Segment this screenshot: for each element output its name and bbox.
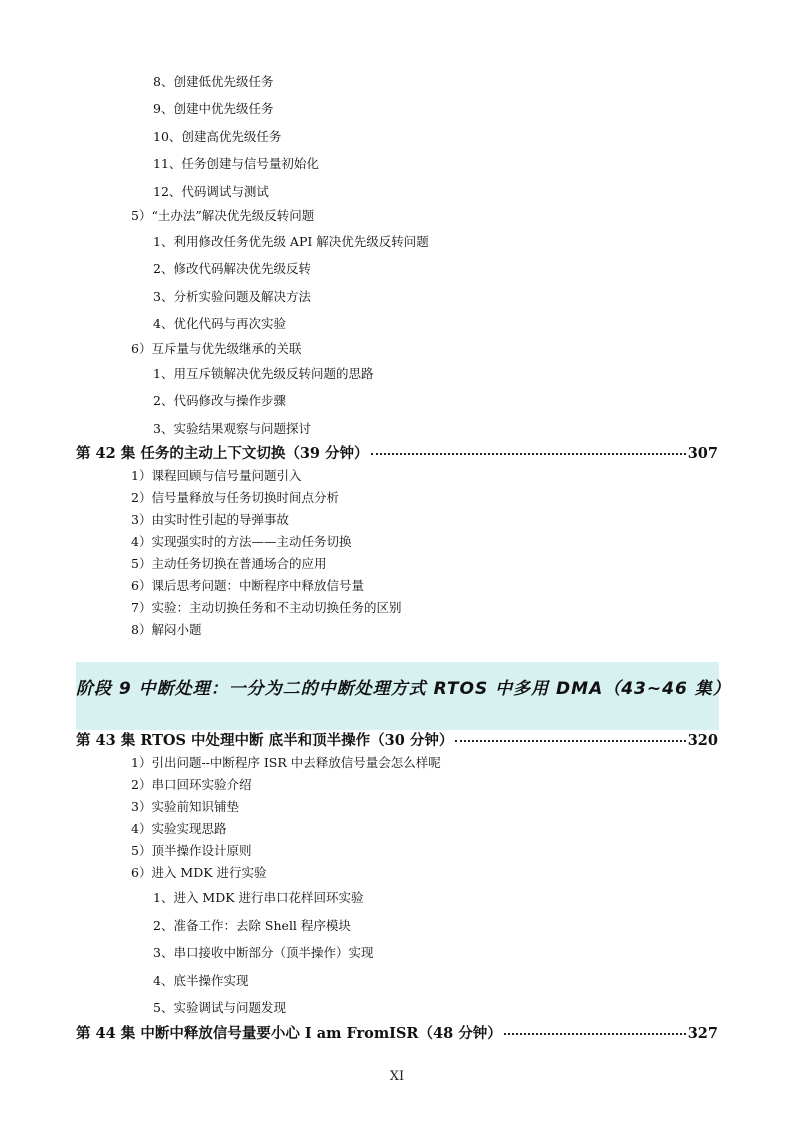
toc-item: 4）实验实现思路 bbox=[131, 821, 227, 836]
footer-page-number: XI bbox=[389, 1069, 405, 1084]
toc-item: 5）顶半操作设计原则 bbox=[131, 843, 252, 858]
toc-subitem: 3、分析实验问题及解决方法 bbox=[153, 289, 311, 304]
dot-leader bbox=[455, 736, 685, 742]
chapter-page-number: 320 bbox=[687, 732, 718, 749]
toc-chapter-43[interactable] bbox=[76, 731, 718, 751]
chapter-title: 第 44 集 中断中释放信号量要小心 I am FromISR（48 分钟） bbox=[76, 1025, 502, 1042]
toc-subitem: 12、代码调试与测试 bbox=[153, 184, 269, 199]
toc-item: 5）主动任务切换在普通场合的应用 bbox=[131, 556, 327, 571]
toc-item: 4）实现强实时的方法——主动任务切换 bbox=[131, 534, 352, 549]
toc-subitem: 3、实验结果观察与问题探讨 bbox=[153, 421, 311, 436]
chapter-page-number: 327 bbox=[687, 1025, 718, 1042]
toc-subitem: 2、代码修改与操作步骤 bbox=[153, 393, 286, 408]
toc-item: 2）串口回环实验介绍 bbox=[131, 777, 252, 792]
toc-chapter-44[interactable] bbox=[76, 1024, 718, 1044]
toc-chapter-42[interactable] bbox=[76, 444, 718, 464]
toc-item: 8）解闷小题 bbox=[131, 622, 202, 637]
stage-banner bbox=[76, 662, 731, 730]
toc-subitem: 9、创建中优先级任务 bbox=[153, 101, 274, 116]
toc-item: 3）实验前知识铺垫 bbox=[131, 799, 239, 814]
toc-subitem: 1、利用修改任务优先级 API 解决优先级反转问题 bbox=[153, 234, 429, 249]
chapter-title: 第 42 集 任务的主动上下文切换（39 分钟） bbox=[76, 445, 369, 462]
toc-item: 2）信号量释放与任务切换时间点分析 bbox=[131, 490, 339, 505]
dot-leader bbox=[371, 449, 686, 455]
toc-subitem: 5、实验调试与问题发现 bbox=[153, 1000, 286, 1015]
toc-item: 6）进入 MDK 进行实验 bbox=[131, 865, 267, 880]
toc-item: 3）由实时性引起的导弹事故 bbox=[131, 512, 289, 527]
toc-subitem: 11、任务创建与信号量初始化 bbox=[153, 156, 319, 171]
toc-subitem: 8、创建低优先级任务 bbox=[153, 74, 274, 89]
chapter-page-number: 307 bbox=[687, 445, 718, 462]
dot-leader bbox=[504, 1029, 686, 1035]
toc-subitem: 1、用互斥锁解决优先级反转问题的思路 bbox=[153, 366, 374, 381]
toc-subitem: 2、准备工作：去除 Shell 程序模块 bbox=[153, 918, 351, 933]
toc-subitem: 4、底半操作实现 bbox=[153, 973, 249, 988]
stage-title: 阶段 9 中断处理：一分为二的中断处理方式 RTOS 中多用 DMA（43~46 集） bbox=[76, 679, 731, 699]
toc-subitem: 4、优化代码与再次实验 bbox=[153, 316, 286, 331]
toc-section-label: 5）“土办法”解决优先级反转问题 bbox=[131, 208, 315, 223]
toc-subitem: 10、创建高优先级任务 bbox=[153, 129, 282, 144]
toc-subitem: 1、进入 MDK 进行串口花样回环实验 bbox=[153, 890, 364, 905]
toc-item: 1）引出问题--中断程序 ISR 中去释放信号量会怎么样呢 bbox=[131, 755, 441, 770]
toc-item: 6）课后思考问题：中断程序中释放信号量 bbox=[131, 578, 364, 593]
toc-subitem: 3、串口接收中断部分（顶半操作）实现 bbox=[153, 945, 374, 960]
toc-item: 1）课程回顾与信号量问题引入 bbox=[131, 468, 302, 483]
toc-section-label: 6）互斥量与优先级继承的关联 bbox=[131, 341, 302, 356]
chapter-title: 第 43 集 RTOS 中处理中断 底半和顶半操作（30 分钟） bbox=[76, 732, 454, 749]
toc-subitem: 2、修改代码解决优先级反转 bbox=[153, 261, 311, 276]
toc-item: 7）实验：主动切换任务和不主动切换任务的区别 bbox=[131, 600, 402, 615]
